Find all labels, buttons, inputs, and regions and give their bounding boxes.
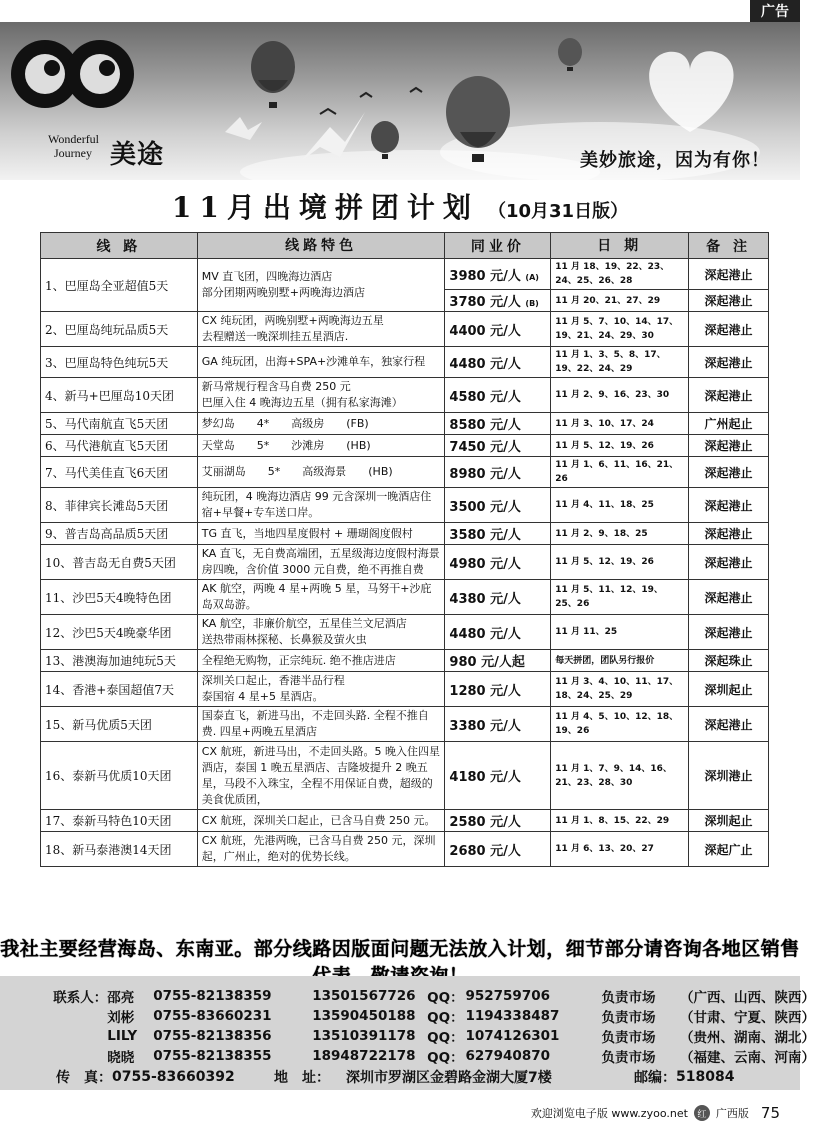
dates-cell: 11 月 1、8、15、22、29 [551, 810, 689, 832]
dates-cell: 11 月 1、6、11、16、21、26 [551, 457, 689, 488]
price-cell [445, 650, 551, 672]
brand-logo-icon [0, 22, 150, 142]
route-cell: 3、巴厘岛特色纯玩5天 [41, 347, 198, 378]
title-version: （10月31日版） [487, 201, 629, 222]
contacts-panel [0, 976, 815, 1090]
price-value: 3380 元/人 [449, 718, 521, 734]
contact-row [0, 986, 815, 1006]
dates-cell: 11 月 18、19、22、23、24、25、26、28 [551, 259, 689, 290]
note-cell: 深起广止 [689, 832, 769, 867]
contact-name: LILY [107, 1028, 138, 1044]
dates-cell: 11 月 2、9、16、23、30 [551, 378, 689, 413]
contact-phone: 0755-83660231 [153, 1008, 272, 1024]
features-cell: 全程绝无购物，正宗纯玩. 绝不推店进店 [197, 650, 445, 672]
price-cell [445, 259, 551, 290]
route-cell: 12、沙巴5天4晚豪华团 [41, 615, 198, 650]
price-value: 980 元/人起 [449, 655, 525, 670]
price-value: 4180 元/人 [449, 770, 521, 785]
price-value: 2580 元/人 [449, 815, 521, 830]
contact-name: 刘彬 [107, 1010, 135, 1026]
ad-tag: 广告 [750, 0, 800, 22]
price-cell [445, 545, 551, 580]
table-row [41, 347, 769, 378]
price-value: 3980 元/人 [449, 268, 521, 284]
features-cell: 深圳关口起止，香港半品行程 泰国宿 4 星+5 星酒店。 [197, 672, 445, 707]
qq-label: QQ： [427, 1030, 464, 1046]
price-cell [445, 672, 551, 707]
features-cell: GA 纯玩团，出海+SPA+沙滩单车，独家行程 [197, 347, 445, 378]
logo-line-1: Wonderful [48, 132, 100, 146]
contact-market: （广西、山西、陕西） [679, 990, 815, 1006]
footer-website: 欢迎浏览电子版 www.zyoo.net [530, 1107, 688, 1120]
table-row [41, 457, 769, 488]
price-value: 3500 元/人 [449, 499, 521, 515]
header-price: 同业价 [445, 233, 551, 259]
route-cell: 16、泰新马优质10天团 [41, 742, 198, 810]
dates-cell: 11 月 5、12、19、26 [551, 545, 689, 580]
logo-tagline [48, 132, 99, 160]
fax-number: 0755-83660392 [112, 1069, 235, 1085]
table-row [41, 523, 769, 545]
price-cell [445, 488, 551, 523]
note-cell: 深起港止 [689, 615, 769, 650]
note-cell: 深起港止 [689, 312, 769, 347]
price-value: 3580 元/人 [449, 528, 521, 543]
price-tag: (A) [525, 272, 539, 282]
note-cell: 深圳港止 [689, 742, 769, 810]
route-cell: 1、巴厘岛全亚超值5天 [41, 259, 198, 312]
price-value: 7450 元/人 [449, 440, 521, 455]
logo-line-2: Journey [54, 146, 92, 160]
note-cell: 广州起止 [689, 413, 769, 435]
contact-phone: 0755-82138356 [153, 1028, 272, 1044]
price-value: 4380 元/人 [449, 591, 521, 607]
price-cell [445, 742, 551, 810]
table-row [41, 672, 769, 707]
note-cell: 深起港止 [689, 457, 769, 488]
dates-cell: 11 月 6、13、20、27 [551, 832, 689, 867]
features-cell: KA 航空，非廉价航空，五星佳兰文尼酒店 送热带雨林探秘、长鼻猴及萤火虫 [197, 615, 445, 650]
contact-row [0, 1046, 815, 1066]
qq-label: QQ： [427, 1010, 464, 1026]
footer-badge-icon: 红 [694, 1105, 710, 1121]
note-cell: 深圳起止 [689, 672, 769, 707]
dates-cell: 11 月 5、11、12、19、25、26 [551, 580, 689, 615]
market-label: 负责市场 [601, 990, 656, 1006]
price-value: 1280 元/人 [449, 683, 521, 699]
table-row [41, 378, 769, 413]
route-cell: 9、普吉岛高品质5天团 [41, 523, 198, 545]
price-cell [445, 457, 551, 488]
note-cell: 深起港止 [689, 707, 769, 742]
market-label: 负责市场 [601, 1030, 656, 1046]
price-cell [445, 347, 551, 378]
dates-cell: 11 月 20、21、27、29 [551, 290, 689, 312]
dates-cell: 11 月 4、11、18、25 [551, 488, 689, 523]
features-cell: 艾丽湖岛 5* 高级海景 (HB) [197, 457, 445, 488]
contact-mobile: 13501567726 [312, 988, 416, 1004]
price-value: 8980 元/人 [449, 466, 521, 482]
table-row [41, 488, 769, 523]
header-features: 线路特色 [197, 233, 445, 259]
price-value: 4480 元/人 [449, 356, 521, 372]
balloon-icon [251, 41, 295, 108]
contact-market: （贵州、湖南、湖北） [679, 1030, 815, 1046]
price-value: 8580 元/人 [449, 418, 521, 433]
note-cell: 深起港止 [689, 488, 769, 523]
dates-cell: 11 月 5、7、10、14、17、19、21、24、29、30 [551, 312, 689, 347]
dates-cell: 11 月 1、3、5、8、17、19、22、24、29 [551, 347, 689, 378]
price-cell [445, 832, 551, 867]
price-cell [445, 312, 551, 347]
dates-cell: 11 月 2、9、18、25 [551, 523, 689, 545]
market-label: 负责市场 [601, 1050, 656, 1066]
contact-mobile: 13510391178 [312, 1028, 416, 1044]
price-cell [445, 290, 551, 312]
route-cell: 7、马代美佳直飞6天团 [41, 457, 198, 488]
note-cell: 深起港止 [689, 347, 769, 378]
table-row [41, 435, 769, 457]
brand-name: 美途 [110, 140, 165, 170]
page-footer [531, 1104, 780, 1122]
price-value: 3780 元/人 [449, 295, 521, 310]
note-cell: 深起港止 [689, 435, 769, 457]
contact-name: 晓晓 [107, 1050, 135, 1066]
features-cell: CX 航班，深圳关口起止，已含马自费 250 元。 [197, 810, 445, 832]
features-cell: KA 直飞，无自费高端团，五星级海边度假村海景房四晚，含价值 3000 元自费，绝不再推自费 [197, 545, 445, 580]
footer-edition: 广西版 [715, 1107, 749, 1120]
note-cell: 深起珠止 [689, 650, 769, 672]
features-cell: 天堂岛 5* 沙滩房 (HB) [197, 435, 445, 457]
heart-cloud-icon [649, 51, 733, 132]
balloon-icon [558, 38, 582, 71]
price-value: 4980 元/人 [449, 556, 521, 572]
contact-qq: 627940870 [465, 1048, 550, 1064]
features-cell: AK 航空，两晚 4 星+两晚 5 星，马努干+沙庇岛双岛游。 [197, 580, 445, 615]
price-cell [445, 810, 551, 832]
header-note: 备 注 [689, 233, 769, 259]
address: 深圳市罗湖区金碧路金湖大厦7楼 [346, 1070, 552, 1086]
features-cell: 国泰直飞，新进马出，不走回头路. 全程不推自费. 四星+两晚五星酒店 [197, 707, 445, 742]
features-cell: 梦幻岛 4* 高级房 (FB) [197, 413, 445, 435]
contact-phone: 0755-82138355 [153, 1048, 272, 1064]
features-cell: TG 直飞，当地四星度假村 + 珊瑚阁度假村 [197, 523, 445, 545]
contact-market: （福建、云南、河南） [679, 1050, 815, 1066]
table-row [41, 650, 769, 672]
features-cell: MV 直飞团，四晚海边酒店 部分团期两晚别墅+两晚海边酒店 [197, 259, 445, 312]
price-cell [445, 413, 551, 435]
qq-label: QQ： [427, 990, 464, 1006]
table-row [41, 580, 769, 615]
route-cell: 15、新马优质5天团 [41, 707, 198, 742]
route-cell: 5、马代南航直飞5天团 [41, 413, 198, 435]
address-label: 地 址： [274, 1070, 330, 1086]
dates-cell: 11 月 4、5、10、12、18、19、26 [551, 707, 689, 742]
features-cell: CX 航班，先港两晚，已含马自费 250 元，深圳起，广州止，绝对的优势长线。 [197, 832, 445, 867]
dates-cell: 每天拼团，团队另行报价 [551, 650, 689, 672]
route-cell: 14、香港+泰国超值7天 [41, 672, 198, 707]
route-cell: 13、港澳海加迪纯玩5天 [41, 650, 198, 672]
contact-qq: 952759706 [465, 988, 550, 1004]
contact-label: 联系人： [53, 990, 108, 1006]
price-value: 4580 元/人 [449, 389, 521, 405]
note-cell: 深起港止 [689, 523, 769, 545]
route-cell: 11、沙巴5天4晚特色团 [41, 580, 198, 615]
contact-name: 邵亮 [107, 990, 135, 1006]
contact-qq: 1194338487 [465, 1008, 560, 1024]
price-cell [445, 707, 551, 742]
features-cell: CX 航班，新进马出，不走回头路。5 晚入住四星酒店，泰国 1 晚五星酒店、吉隆坡提升 2 晚五星，马段不入珠宝，全程不用保证自费，超级的美食优质团， [197, 742, 445, 810]
features-cell: 纯玩团，4 晚海边酒店 99 元含深圳一晚酒店住宿+早餐+专车送口岸。 [197, 488, 445, 523]
postcode: 518084 [676, 1069, 735, 1085]
table-row [41, 707, 769, 742]
header-banner [0, 22, 800, 180]
header-route: 线 路 [41, 233, 198, 259]
dates-cell: 11 月 3、4、10、11、17、18、24、25、29 [551, 672, 689, 707]
seagull-icon [410, 88, 422, 92]
contact-phone: 0755-82138359 [153, 988, 272, 1004]
note-cell: 深起港止 [689, 290, 769, 312]
contact-mobile: 18948722178 [312, 1048, 416, 1064]
dates-cell: 11 月 5、12、19、26 [551, 435, 689, 457]
page-title-row [0, 186, 800, 226]
slogan: 美妙旅途，因为有你！ [580, 150, 770, 171]
note-cell: 深起港止 [689, 378, 769, 413]
fax-address-row [0, 1066, 800, 1088]
route-cell: 4、新马+巴厘岛10天团 [41, 378, 198, 413]
contact-market: （甘肃、宁夏、陕西） [679, 1010, 815, 1026]
route-cell: 17、泰新马特色10天团 [41, 810, 198, 832]
note-cell: 深圳起止 [689, 810, 769, 832]
route-cell: 2、巴厘岛纯玩品质5天 [41, 312, 198, 347]
note-cell: 深起港止 [689, 580, 769, 615]
route-cell: 8、菲律宾长滩岛5天团 [41, 488, 198, 523]
table-row [41, 413, 769, 435]
page-number: 75 [760, 1104, 780, 1122]
table-row [41, 615, 769, 650]
features-cell: CX 纯玩团，两晚别墅+两晚海边五星 去程赠送一晚深圳挂五星酒店. [197, 312, 445, 347]
dates-cell: 11 月 11、25 [551, 615, 689, 650]
price-tag: (B) [525, 299, 539, 308]
route-cell: 6、马代港航直飞5天团 [41, 435, 198, 457]
route-cell: 18、新马泰港澳14天团 [41, 832, 198, 867]
notice-banner: 我社主要经营海岛、东南亚。部分线路因版面问题无法放入计划，细节部分请咨询各地区销售 [0, 938, 800, 960]
header-dates: 日 期 [551, 233, 689, 259]
contact-row [0, 1026, 815, 1046]
price-cell [445, 580, 551, 615]
price-cell [445, 435, 551, 457]
seagull-icon [320, 109, 336, 114]
dates-cell: 11 月 1、7、9、14、16、21、23、28、30 [551, 742, 689, 810]
contact-row [0, 1006, 815, 1026]
price-value: 4480 元/人 [449, 626, 521, 642]
price-cell [445, 615, 551, 650]
features-cell: 新马常规行程含马自费 250 元 巴厘入住 4 晚海边五星（拥有私家海滩） [197, 378, 445, 413]
seagull-icon [225, 117, 262, 140]
price-cell [445, 378, 551, 413]
price-value: 2680 元/人 [449, 843, 521, 859]
note-cell: 深起港止 [689, 259, 769, 290]
table-row [41, 259, 769, 290]
contact-qq: 1074126301 [465, 1028, 560, 1044]
table-row [41, 742, 769, 810]
table-row [41, 810, 769, 832]
seagull-icon [360, 93, 372, 97]
price-value: 4400 元/人 [449, 323, 521, 339]
table-header-row [41, 233, 769, 259]
note-cell: 深起港止 [689, 545, 769, 580]
tour-plan-table [40, 232, 769, 867]
price-cell [445, 523, 551, 545]
route-cell: 10、普吉岛无自费5天团 [41, 545, 198, 580]
fax-label: 传 真： [56, 1070, 112, 1086]
table-row [41, 545, 769, 580]
postcode-label: 邮编： [634, 1070, 676, 1086]
table-row [41, 832, 769, 867]
qq-label: QQ： [427, 1050, 464, 1066]
dates-cell: 11 月 3、10、17、24 [551, 413, 689, 435]
table-row [41, 312, 769, 347]
contact-mobile: 13590450188 [312, 1008, 416, 1024]
market-label: 负责市场 [601, 1010, 656, 1026]
page-title: 11月出境拼团计划 [171, 191, 479, 224]
